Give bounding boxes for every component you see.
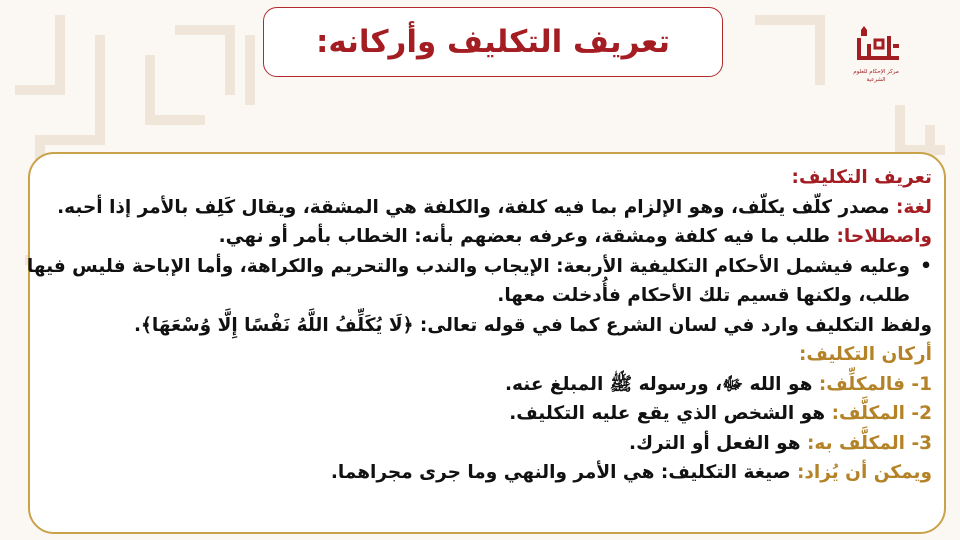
pillar-item-1 xyxy=(40,370,932,400)
istilah-label: واصطلاحا: xyxy=(836,226,932,247)
logo xyxy=(846,26,906,96)
istilah-text: طلب ما فيه كلفة ومشقة، وعرفه بعضهم بأنه: الخطاب بأمر أو نهي. xyxy=(218,226,837,247)
pillar-text: هو الفعل أو الترك. xyxy=(629,432,807,454)
bullet-icon: • xyxy=(920,255,932,277)
quran-text: ولفظ التكليف وارد في لسان الشرع كما في قوله تعالى: ﴿لَا يُكَلِّفُ اللَّهُ نَفْسًا إِلَّا وُسْعَهَا﴾. xyxy=(134,314,932,336)
pillar-text: هو الشخص الذي يقع عليه التكليف. xyxy=(509,403,832,424)
lugha-text: مصدر كلّف يكلّف، وهو الإلزام بما فيه كلفة، والكلفة هي المشقة، ويقال كَلِف بالأمر إذا أحبه. xyxy=(57,196,896,218)
pillar-label: 2- المكلَّف: xyxy=(831,403,932,424)
bullet-item xyxy=(26,252,932,282)
pillars-heading xyxy=(40,340,932,370)
quran-line xyxy=(40,311,932,341)
extra-line xyxy=(40,458,932,488)
bullet-text-line1: وعليه فيشمل الأحكام التكليفية الأربعة: الإيجاب والندب والتحريم والكراهة، وأما الإباحة فليس فيها xyxy=(26,255,910,277)
pillar-text: هو الله ﷻ، ورسوله ﷺ المبلغ عنه. xyxy=(505,373,819,395)
logo-subtitle: مركز الإحكام للعلوم الشرعية xyxy=(853,69,899,83)
definition-heading xyxy=(40,163,932,193)
title-box xyxy=(263,7,723,77)
extra-label: ويمكن أن يُزاد: xyxy=(797,462,932,483)
extra-text: صيغة التكليف: هي الأمر والنهي وما جرى مجراهما. xyxy=(330,462,798,483)
definition-heading-text: تعريف التكليف: xyxy=(791,167,932,188)
lugha-line xyxy=(40,193,932,223)
pillar-item-3 xyxy=(40,429,932,459)
content-body xyxy=(26,163,932,488)
lugha-label: لغة: xyxy=(895,196,932,218)
logo-mark xyxy=(853,26,903,64)
bullet-continuation xyxy=(40,281,932,311)
pillar-label: 1- فالمكلِّف: xyxy=(818,373,932,395)
istilah-line xyxy=(40,222,932,252)
pillar-item-2 xyxy=(40,399,932,429)
bullet-text-line2: طلب، ولكنها قسيم تلك الأحكام فأُدخلت معها. xyxy=(497,285,910,306)
pillar-label: 3- المكلَّف به: xyxy=(806,432,932,454)
pillars-heading-text: أركان التكليف: xyxy=(798,344,932,365)
slide-title: تعريف التكليف وأركانه: xyxy=(316,24,670,60)
